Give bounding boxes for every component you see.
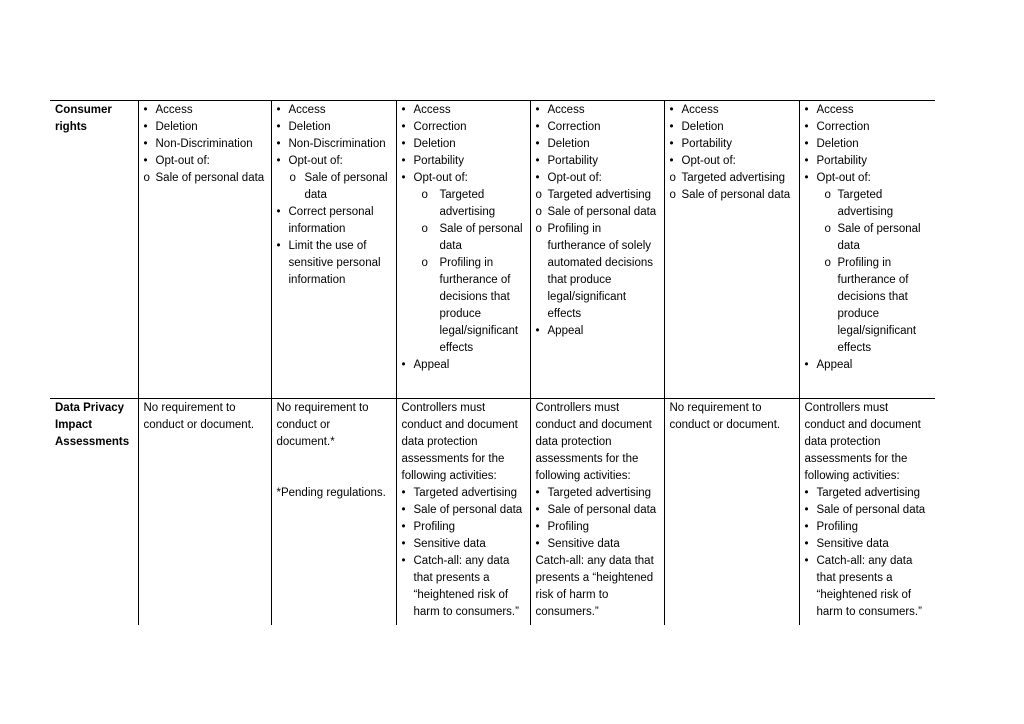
list-item: • Catch-all: any data that presents a “heightened risk of harm to consumers.” <box>805 553 932 621</box>
sub-list-item: o Sale of personal data <box>144 170 267 187</box>
footnote-text: *Pending regulations. <box>276 487 386 499</box>
list-item: • Catch-all: any data that presents a “heightened risk of harm to consumers.” <box>402 553 526 621</box>
list-item: • Deletion <box>144 119 267 136</box>
sub-list-item: o Sale of personal data <box>670 187 795 204</box>
sub-list-item: o Targeted advertising <box>402 187 526 221</box>
consumer-rights-row <box>50 101 935 399</box>
cell-text: No requirement to conduct or document.* <box>276 402 369 448</box>
rights-list <box>805 102 932 374</box>
cell-dpia-2 <box>271 399 396 625</box>
cell-text: No requirement to conduct or document. <box>143 402 255 431</box>
list-item: • Opt-out of: <box>805 170 932 187</box>
sub-list-item: o Profiling in furtherance of decisions that produce legal/significant effects <box>805 255 932 357</box>
list-item: • Portability <box>670 136 795 153</box>
list-item: • Correction <box>536 119 660 136</box>
activity-list <box>402 485 526 621</box>
list-item: • Profiling <box>402 519 526 536</box>
list-item: • Opt-out of: <box>277 153 392 170</box>
sub-list-item: o Targeted advertising <box>805 187 932 221</box>
list-item: • Profiling <box>805 519 932 536</box>
cell-text: Controllers must conduct and document data protection assessments for the following activities: <box>804 402 921 482</box>
list-item: • Correction <box>805 119 932 136</box>
sub-list-item: o Profiling in furtherance of decisions that produce legal/significant effects <box>402 255 526 357</box>
row-label: Data Privacy Impact Assessments <box>55 402 130 448</box>
list-item: • Targeted advertising <box>536 485 660 502</box>
list-item: • Sale of personal data <box>536 502 660 519</box>
cell-text: No requirement to conduct or document. <box>669 402 781 431</box>
list-item: • Non-Discrimination <box>144 136 267 153</box>
sub-list-item: o Profiling in furtherance of solely automated decisions that produce legal/significant effects <box>536 221 660 323</box>
cell-consumer-rights-6 <box>799 101 935 399</box>
sub-list-item: o Targeted advertising <box>670 170 795 187</box>
rights-list <box>670 102 795 204</box>
cell-consumer-rights-5 <box>664 101 799 399</box>
cell-consumer-rights-4 <box>530 101 664 399</box>
row-header-consumer-rights <box>50 101 138 399</box>
list-item: • Opt-out of: <box>536 170 660 187</box>
dpia-row <box>50 399 935 625</box>
rights-list <box>144 102 267 187</box>
list-item: • Profiling <box>536 519 660 536</box>
sub-list-item: o Sale of personal data <box>805 221 932 255</box>
list-item: • Sale of personal data <box>805 502 932 519</box>
activity-list <box>536 485 660 553</box>
list-item: • Correction <box>402 119 526 136</box>
list-item: • Access <box>277 102 392 119</box>
list-item: • Targeted advertising <box>805 485 932 502</box>
list-item: • Limit the use of sensitive personal information <box>277 238 392 289</box>
cell-consumer-rights-3 <box>396 101 530 399</box>
cell-dpia-4 <box>530 399 664 625</box>
cell-dpia-5 <box>664 399 799 625</box>
cell-consumer-rights-2 <box>271 101 396 399</box>
list-item: • Portability <box>536 153 660 170</box>
row-header-dpia <box>50 399 138 625</box>
list-item: • Deletion <box>805 136 932 153</box>
sub-list-item: o Sale of personal data <box>536 204 660 221</box>
list-item: • Access <box>144 102 267 119</box>
list-item: • Access <box>402 102 526 119</box>
list-item: • Access <box>536 102 660 119</box>
rights-list <box>277 102 392 289</box>
comparison-table <box>50 100 935 625</box>
list-item: • Access <box>805 102 932 119</box>
row-label: Consumer rights <box>55 104 112 133</box>
cell-dpia-6 <box>799 399 935 625</box>
list-item: • Sensitive data <box>805 536 932 553</box>
list-item: • Correct personal information <box>277 204 392 238</box>
list-item: • Portability <box>402 153 526 170</box>
sub-list-item: o Sale of personal data <box>402 221 526 255</box>
cell-text: Catch-all: any data that presents a “heightened risk of harm to consumers.” <box>535 555 654 618</box>
list-item: • Opt-out of: <box>144 153 267 170</box>
list-item: • Non-Discrimination <box>277 136 392 153</box>
list-item: • Sale of personal data <box>402 502 526 519</box>
list-item: • Deletion <box>536 136 660 153</box>
list-item: • Sensitive data <box>536 536 660 553</box>
sub-list-item: o Targeted advertising <box>536 187 660 204</box>
list-item: • Opt-out of: <box>670 153 795 170</box>
list-item: • Deletion <box>670 119 795 136</box>
cell-dpia-3 <box>396 399 530 625</box>
rights-list <box>402 102 526 374</box>
cell-text: Controllers must conduct and document data protection assessments for the following activities: <box>401 402 518 482</box>
cell-dpia-1 <box>138 399 271 625</box>
list-item: • Targeted advertising <box>402 485 526 502</box>
list-item: • Appeal <box>402 357 526 374</box>
list-item: • Portability <box>805 153 932 170</box>
rights-list <box>536 102 660 340</box>
list-item: • Sensitive data <box>402 536 526 553</box>
cell-text: Controllers must conduct and document data protection assessments for the following activities: <box>535 402 652 482</box>
list-item: • Opt-out of: <box>402 170 526 187</box>
list-item: • Access <box>670 102 795 119</box>
list-item: • Deletion <box>277 119 392 136</box>
activity-list <box>805 485 932 621</box>
list-item: • Appeal <box>536 323 660 340</box>
list-item: • Deletion <box>402 136 526 153</box>
sub-list-item: o Sale of personal data <box>277 170 392 204</box>
list-item: • Appeal <box>805 357 932 374</box>
cell-consumer-rights-1 <box>138 101 271 399</box>
